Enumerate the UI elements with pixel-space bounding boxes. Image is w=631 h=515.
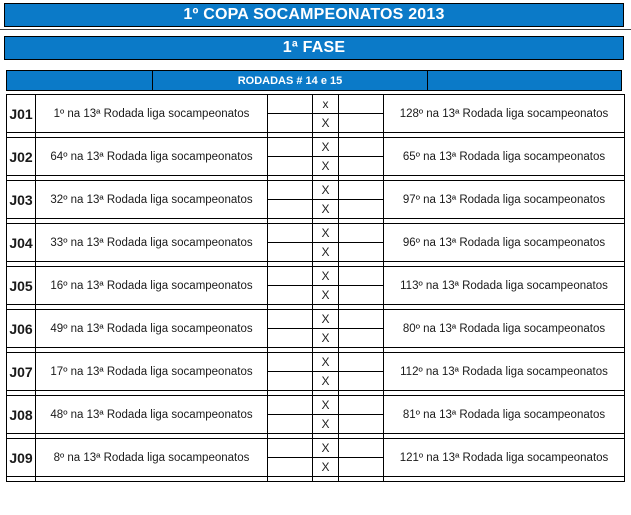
rounds-header-row [6, 70, 622, 91]
home-score-top-cell[interactable] [268, 267, 313, 286]
x-marker-bottom-cell[interactable]: X [313, 157, 339, 176]
away-score-top-cell[interactable] [339, 353, 384, 372]
match-id-cell: J05 [7, 267, 36, 305]
x-marker-bottom-cell[interactable]: X [313, 114, 339, 133]
home-team-cell: 49º na 13ª Rodada liga socampeonatos [36, 310, 268, 348]
x-marker-top-cell[interactable]: X [313, 396, 339, 415]
away-score-top-cell[interactable] [339, 310, 384, 329]
x-marker-top-cell[interactable]: X [313, 439, 339, 458]
away-score-top-cell[interactable] [339, 439, 384, 458]
spacer-cell [339, 477, 384, 482]
home-score-bottom-cell[interactable] [268, 329, 313, 348]
phase-title-bar [4, 36, 624, 60]
away-score-bottom-cell[interactable] [339, 157, 384, 176]
phase-title: 1ª FASE [282, 39, 346, 56]
away-score-top-cell[interactable] [339, 95, 384, 114]
x-marker-bottom-cell[interactable]: X [313, 200, 339, 219]
spacer-row [7, 477, 625, 482]
away-score-bottom-cell[interactable] [339, 372, 384, 391]
home-team-cell: 32º na 13ª Rodada liga socampeonatos [36, 181, 268, 219]
fixtures-table [6, 94, 625, 482]
away-score-top-cell[interactable] [339, 267, 384, 286]
away-team-cell: 97º na 13ª Rodada liga socampeonatos [384, 181, 625, 219]
away-score-bottom-cell[interactable] [339, 415, 384, 434]
away-score-bottom-cell[interactable] [339, 329, 384, 348]
match-row-top [7, 138, 625, 157]
match-id-cell: J09 [7, 439, 36, 477]
away-score-bottom-cell[interactable] [339, 114, 384, 133]
x-marker-top-cell[interactable]: X [313, 267, 339, 286]
home-score-bottom-cell[interactable] [268, 458, 313, 477]
separator-line [0, 29, 631, 30]
home-team-cell: 16º na 13ª Rodada liga socampeonatos [36, 267, 268, 305]
away-score-bottom-cell[interactable] [339, 286, 384, 305]
match-id-cell: J02 [7, 138, 36, 176]
away-team-cell: 81º na 13ª Rodada liga socampeonatos [384, 396, 625, 434]
spacer-cell [268, 477, 313, 482]
match-row-top [7, 224, 625, 243]
match-row-top [7, 353, 625, 372]
x-marker-bottom-cell[interactable]: X [313, 458, 339, 477]
tournament-title: 1º COPA SOCAMPEONATOS 2013 [183, 6, 445, 23]
home-team-cell: 33º na 13ª Rodada liga socampeonatos [36, 224, 268, 262]
home-score-top-cell[interactable] [268, 396, 313, 415]
match-row-top [7, 396, 625, 415]
x-marker-top-cell[interactable]: X [313, 353, 339, 372]
home-score-bottom-cell[interactable] [268, 415, 313, 434]
match-id-cell: J08 [7, 396, 36, 434]
away-team-cell: 65º na 13ª Rodada liga socampeonatos [384, 138, 625, 176]
away-score-top-cell[interactable] [339, 396, 384, 415]
home-team-cell: 64º na 13ª Rodada liga socampeonatos [36, 138, 268, 176]
spacer-cell [313, 477, 339, 482]
home-score-top-cell[interactable] [268, 310, 313, 329]
away-team-cell: 112º na 13ª Rodada liga socampeonatos [384, 353, 625, 391]
rounds-label: RODADAS # 14 e 15 [237, 74, 343, 87]
x-marker-top-cell[interactable]: x [313, 95, 339, 114]
spacer-cell [36, 477, 268, 482]
spacer-cell [384, 477, 625, 482]
home-score-top-cell[interactable] [268, 224, 313, 243]
away-team-cell: 80º na 13ª Rodada liga socampeonatos [384, 310, 625, 348]
home-score-bottom-cell[interactable] [268, 200, 313, 219]
home-score-top-cell[interactable] [268, 353, 313, 372]
match-row-top [7, 439, 625, 458]
away-score-bottom-cell[interactable] [339, 200, 384, 219]
match-id-cell: J04 [7, 224, 36, 262]
x-marker-bottom-cell[interactable]: X [313, 329, 339, 348]
home-team-cell: 48º na 13ª Rodada liga socampeonatos [36, 396, 268, 434]
spacer-cell [7, 477, 36, 482]
match-row-top [7, 95, 625, 114]
tournament-title-bar [4, 3, 624, 27]
home-team-cell: 1º na 13ª Rodada liga socampeonatos [36, 95, 268, 133]
match-id-cell: J06 [7, 310, 36, 348]
home-score-bottom-cell[interactable] [268, 243, 313, 262]
match-row-top [7, 181, 625, 200]
x-marker-top-cell[interactable]: X [313, 181, 339, 200]
match-row-top [7, 310, 625, 329]
away-score-top-cell[interactable] [339, 224, 384, 243]
away-score-bottom-cell[interactable] [339, 458, 384, 477]
home-team-cell: 8º na 13ª Rodada liga socampeonatos [36, 439, 268, 477]
away-team-cell: 96º na 13ª Rodada liga socampeonatos [384, 224, 625, 262]
home-score-bottom-cell[interactable] [268, 286, 313, 305]
home-score-bottom-cell[interactable] [268, 157, 313, 176]
match-row-top [7, 267, 625, 286]
match-id-cell: J07 [7, 353, 36, 391]
x-marker-top-cell[interactable]: X [313, 310, 339, 329]
away-team-cell: 128º na 13ª Rodada liga socampeonatos [384, 95, 625, 133]
x-marker-top-cell[interactable]: X [313, 224, 339, 243]
match-id-cell: J03 [7, 181, 36, 219]
away-team-cell: 113º na 13ª Rodada liga socampeonatos [384, 267, 625, 305]
away-score-bottom-cell[interactable] [339, 243, 384, 262]
away-team-cell: 121º na 13ª Rodada liga socampeonatos [384, 439, 625, 477]
x-marker-bottom-cell[interactable]: X [313, 243, 339, 262]
home-score-top-cell[interactable] [268, 181, 313, 200]
x-marker-bottom-cell[interactable]: X [313, 372, 339, 391]
home-score-bottom-cell[interactable] [268, 114, 313, 133]
rounds-header-label-cell [152, 70, 429, 91]
home-score-top-cell[interactable] [268, 138, 313, 157]
away-score-top-cell[interactable] [339, 138, 384, 157]
x-marker-bottom-cell[interactable]: X [313, 415, 339, 434]
match-id-cell: J01 [7, 95, 36, 133]
home-score-bottom-cell[interactable] [268, 372, 313, 391]
home-score-top-cell[interactable] [268, 95, 313, 114]
away-score-top-cell[interactable] [339, 181, 384, 200]
home-team-cell: 17º na 13ª Rodada liga socampeonatos [36, 353, 268, 391]
x-marker-bottom-cell[interactable]: X [313, 286, 339, 305]
rounds-header-right-cell [427, 70, 622, 91]
rounds-header-left-cell [6, 70, 153, 91]
home-score-top-cell[interactable] [268, 439, 313, 458]
x-marker-top-cell[interactable]: X [313, 138, 339, 157]
